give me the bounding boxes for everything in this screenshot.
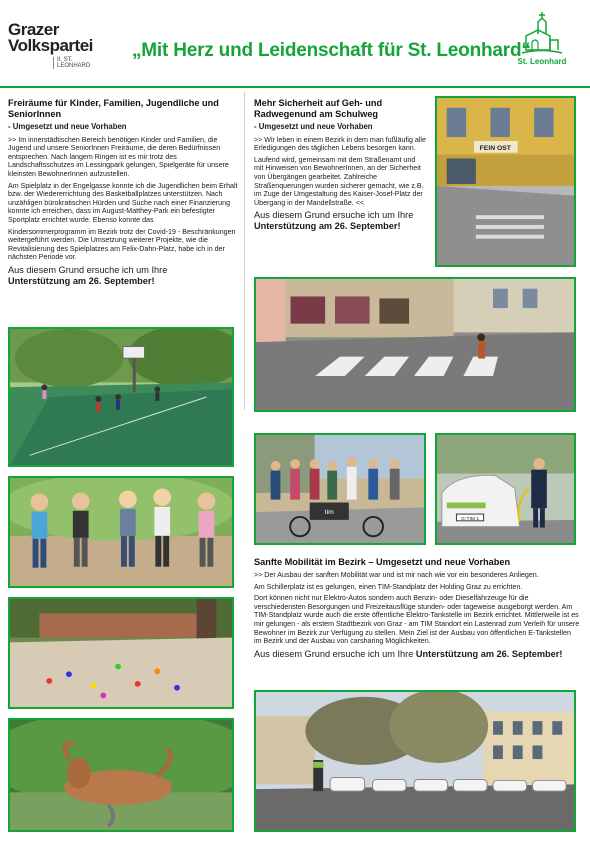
header-rule	[0, 86, 590, 88]
section-subtitle: - Umgesetzt und neue Vorhaben	[8, 122, 127, 131]
paragraph: Am Spielplatz in der Engelgasse konnte ich die Jugendlichen beim Erhalt bzw. der Wiedererrichtung des Basketballplatzes unterstützen. Nach unzähligen bürokratischen Hürden und Suche nach einer Finanzierung konnte ich erreichen, dass im August-Matthey-Park ein befestigter Sportplatz errichtet wurde. Ebenso konnte das	[8, 181, 238, 224]
section-title: Freiräume für Kinder, Familien, Jugendliche und SeniorInnen	[8, 98, 219, 119]
photo-running-children	[8, 476, 234, 588]
logo-line3: II. ST. LEONHARD	[53, 57, 100, 69]
paragraph: >> Im innerstädtischen Bereich benötigen Kinder und Familien, die Jugend und unsere SeniorInnen Freiräume, die deren Bedürfnissen entsprechen. Nach langem Ringen ist es mir trotz des Landschaftsschutzes im Lessingpark gelungen, Spielgeräte für unsere kleinsten BewohnerInnen aufzustellen.	[8, 135, 229, 178]
appeal: Aus diesem Grund ersuche ich um Ihre Unterstützung am 26. September!	[254, 648, 563, 659]
logo-line1: Grazer	[8, 20, 59, 39]
st-leonhard-badge	[508, 10, 576, 66]
paragraph: Kindersommerprogramm im Bezirk trotz der Covid-19 - Beschränkungen weitergeführt werden. Die Umsetzung weiterer Projekte, wie die Revitalisierung des Spielplatzes am Felix-Dahn-Platz, habe ich in der nächsten Periode vor.	[8, 227, 236, 262]
section-sicherheit	[254, 98, 426, 232]
section-freiraeume	[8, 98, 240, 287]
party-logo	[8, 22, 100, 69]
section-title: Mehr Sicherheit auf Geh- und Radwegenund am Schulweg	[254, 98, 383, 119]
photo-tim-station	[254, 690, 576, 832]
paragraph: >> Der Ausbau der sanften Mobilität war und ist mir nach wie vor ein besonderes Anliegen.	[254, 571, 539, 579]
license-plate: G·TIM 1	[461, 516, 479, 522]
paragraph: >> Wir leben in einem Bezirk in dem man fußläufig alle Erledigungen des täglichen Lebens besorgen kann.	[254, 135, 426, 153]
photo-e-car-charging	[435, 433, 576, 545]
photo-sandbox	[8, 597, 234, 709]
paragraph: Dort können nicht nur Elektro-Autos sondern auch Benzin- oder Dieselfahrzeuge für die verschiedensten Besorgungen und Freizeitausflüge stunden- oder tageweise ausgeborgt werden. Am TIM-Standplatz wurde auch die erste öffentliche Elektro-Tankstelle im Bezirk errichtet. Mittlerweile ist es mir gelungen - als erstem Stadtbezirk von Graz - am TIM Standort ein Lastenrad zum Verleih für unsere Bewohner im Bezirk zur Verfügung zu stellen. Mein Ziel ist der Ausbau von öffentlichen E-Tankstellen im Bezirk und der Ausbau von carsharing Möglichkeiten.	[254, 594, 580, 646]
photo-basketball-court	[8, 327, 234, 467]
paragraph: Am Schillerplatz ist es gelungen, einen TIM-Standplatz der Holding Graz zu errichten.	[254, 582, 523, 591]
photo-crosswalk	[254, 277, 576, 412]
appeal: Aus diesem Grund ersuche ich um Ihre Unterstützung am 26. September!	[8, 264, 168, 286]
section-title: Sanfte Mobilität im Bezirk – Umgesetzt und neue Vorhaben	[254, 557, 511, 567]
badge-text: St. Leonhard	[517, 57, 567, 66]
photo-street-corner	[435, 96, 576, 267]
photo-cargo-bike-group	[254, 433, 426, 545]
church-icon	[520, 10, 564, 56]
logo-line2: Volkspartei	[8, 36, 93, 55]
section-subtitle: - Umgesetzt und neue Vorhaben	[254, 122, 373, 131]
appeal: Aus diesem Grund ersuche ich um Ihre Unterstützung am 26. September!	[254, 210, 414, 232]
shop-sign: FEIN OST	[479, 144, 511, 152]
section-mobilitaet	[254, 557, 580, 660]
paragraph: Laufend wird, gemeinsam mit dem Straßenamt und mit Hinweisen von BewohnerInnen, an der Sicherheit von Übergängen gearbeitet. Zahlreiche Straßenquerungen wurden sicherer gemacht, wie z.B. im Zuge der Umgestaltung des Kaiser-Josef-Platz der Übergang in der Mandellstraße. <<	[254, 155, 424, 207]
photo-spring-rider	[8, 718, 234, 832]
tim-logo-bike: tim	[324, 509, 334, 517]
column-divider	[244, 92, 245, 410]
page-headline: „Mit Herz und Leidenschaft für St. Leonhard“	[132, 40, 531, 61]
